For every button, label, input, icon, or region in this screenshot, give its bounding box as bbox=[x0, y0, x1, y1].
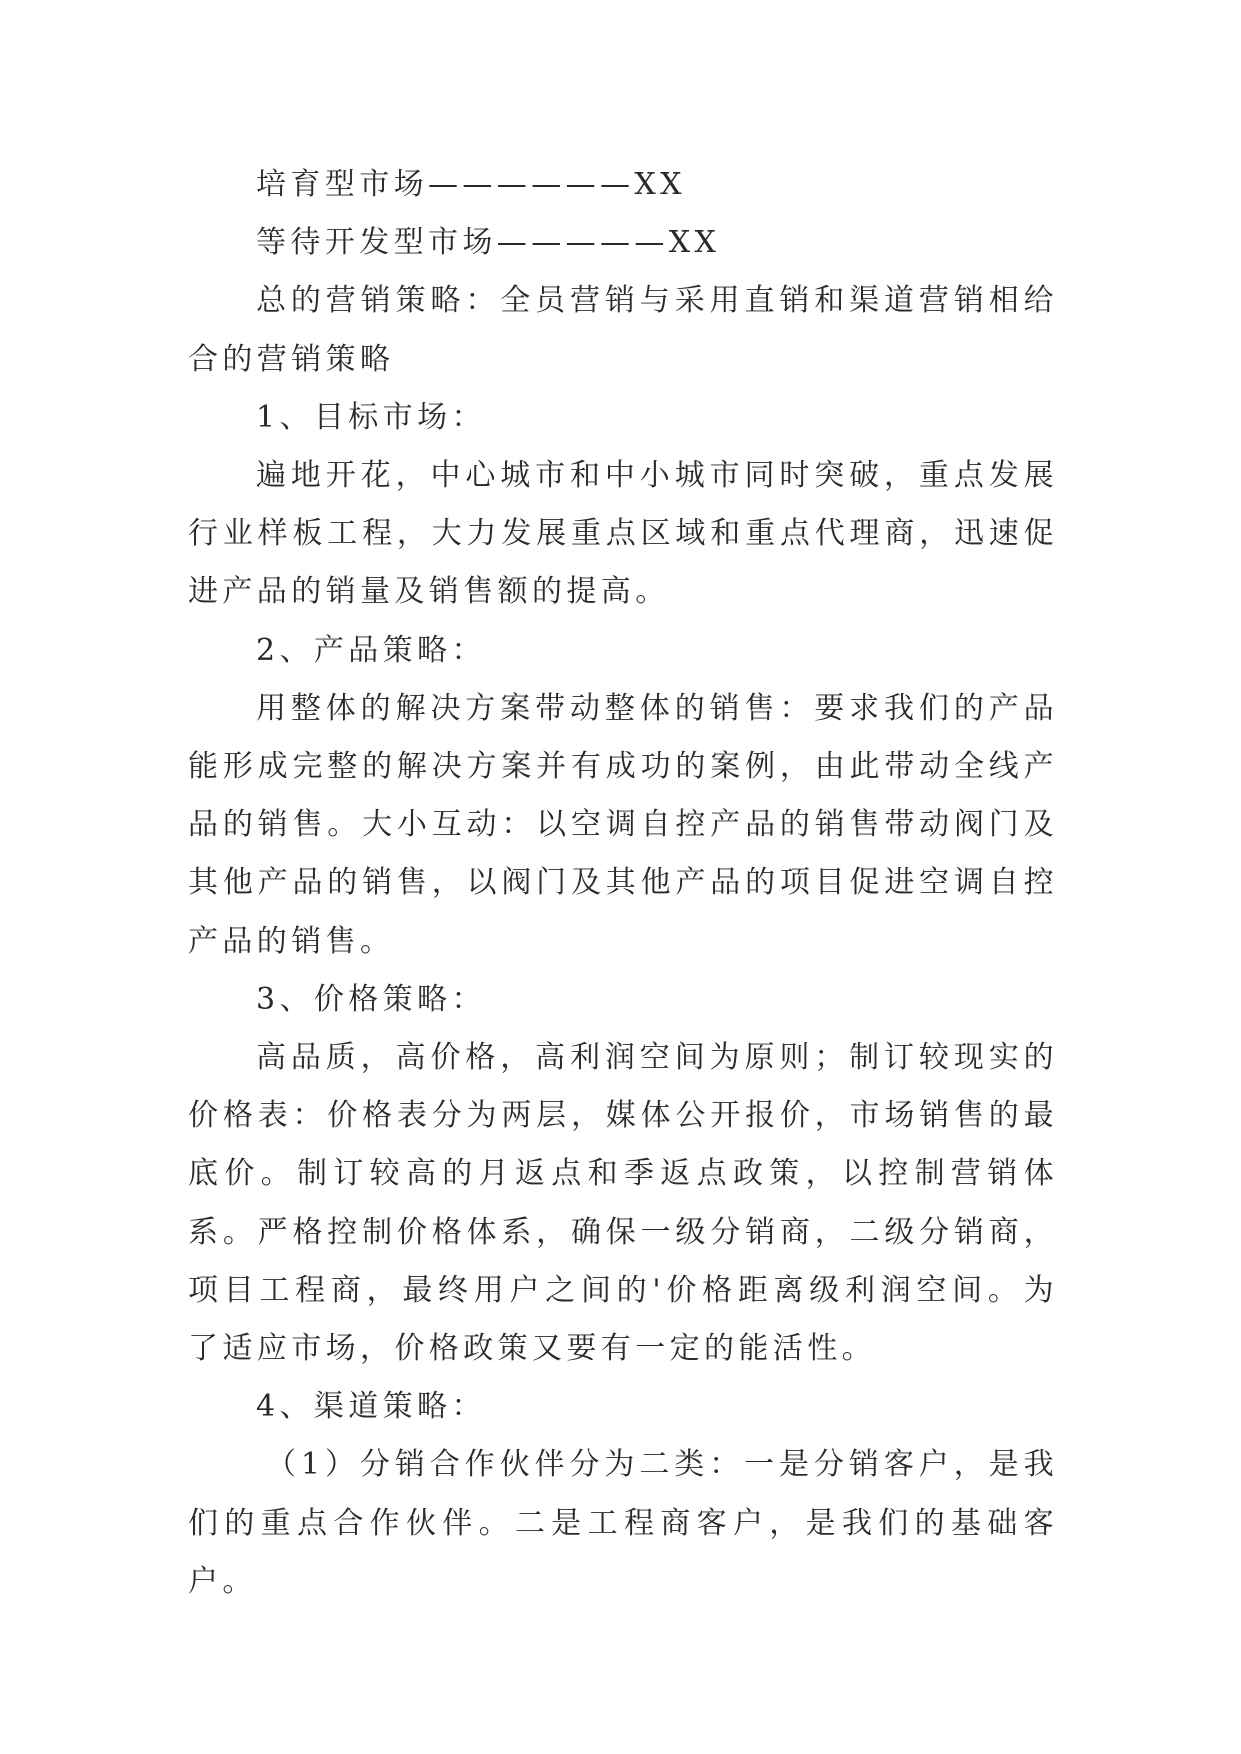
paragraph-target-market: 遍地开花，中心城市和中小城市同时突破，重点发展行业样板工程，大力发展重点区域和重点代理商，迅速促进产品的销量及销售额的提高。 bbox=[188, 458, 1058, 610]
paragraph-pending-market: 等待开发型市场—————XX bbox=[256, 225, 721, 261]
paragraph-channel-partners: （1）分销合作伙伴分为二类：一是分销客户，是我们的重点合作伙伴。二是工程商客户，是我们的基础客户。 bbox=[188, 1447, 1058, 1599]
document-body bbox=[188, 156, 1058, 1611]
paragraph-cultivation-market: 培育型市场——————XX bbox=[256, 167, 686, 202]
heading-price-strategy: 3、价格策略： bbox=[256, 981, 486, 1017]
heading-channel-strategy: 4、渠道策略： bbox=[256, 1389, 486, 1425]
paragraph-product-strategy: 用整体的解决方案带动整体的销售：要求我们的产品能形成完整的解决方案并有成功的案例，由此带动全线产品的销售。大小互动：以空调自控产品的销售带动阀门及其他产品的销售，以阀门及其他产品的项目促进空调自控产品的销售。 bbox=[188, 690, 1058, 959]
paragraph-overall-strategy: 总的营销策略：全员营销与采用直销和渠道营销相给合的营销策略 bbox=[188, 283, 1058, 377]
heading-product-strategy: 2、产品策略： bbox=[256, 632, 486, 668]
heading-target-market: 1、目标市场： bbox=[256, 399, 486, 435]
paragraph-price-strategy: 高品质，高价格，高利润空间为原则；制订较现实的价格表：价格表分为两层，媒体公开报价，市场销售的最底价。制订较高的月返点和季返点政策，以控制营销体系。严格控制价格体系，确保一级分销商，二级分销商，项目工程商，最终用户之间的'价格距离级利润空间。为了适应市场，价格政策又要有一定的能活性。 bbox=[188, 1040, 1058, 1367]
